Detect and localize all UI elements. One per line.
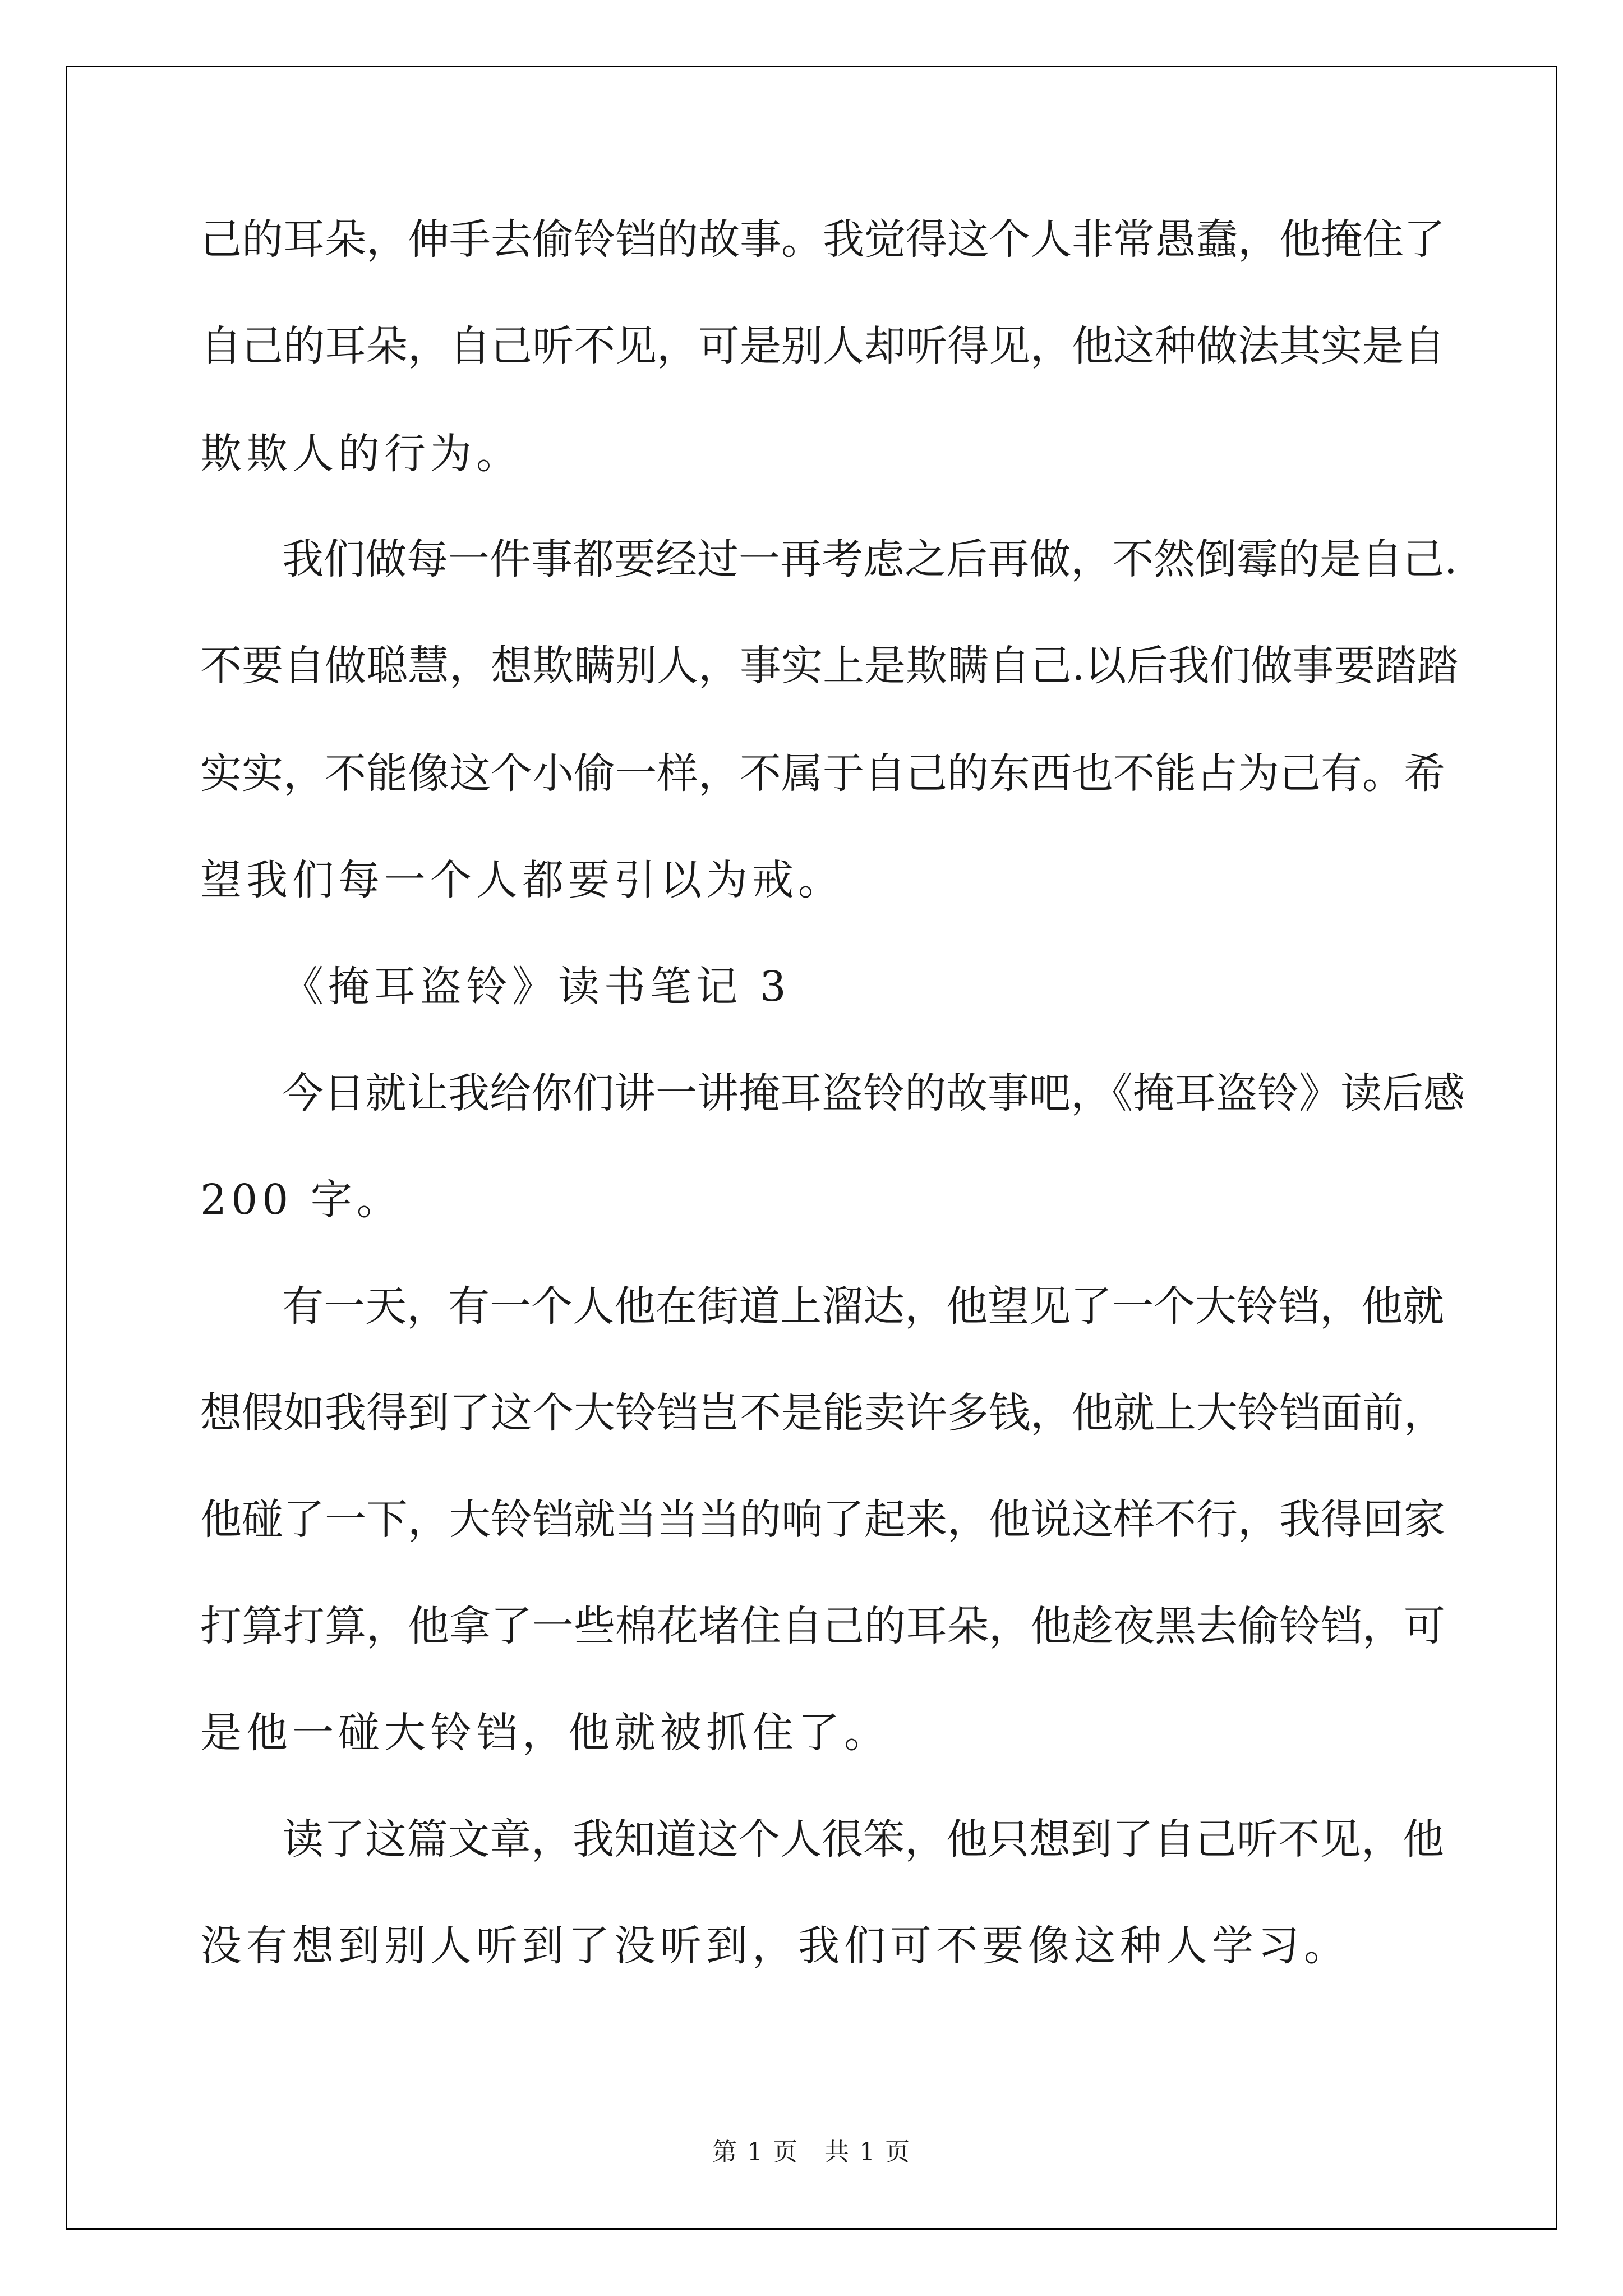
body-line: 欺欺人的行为。 (200, 430, 522, 478)
body-line: 没有想到别人听到了没听到，我们可不要像这种人学习。 (200, 1922, 1350, 1970)
page-border (66, 66, 1557, 2230)
body-line: 他碰了一下，大铃铛就当当当的响了起来，他说这样不行，我得回家 (200, 1496, 1445, 1544)
body-line: 己的耳朵，伸手去偷铃铛的故事。我觉得这个人非常愚蠢，他掩住了 (200, 215, 1445, 264)
body-line: 是他一碰大铃铛，他就被抓住了。 (200, 1709, 890, 1757)
section-heading: 《掩耳盗铃》读书笔记 3 (282, 963, 791, 1011)
body-line: 自己的耳朵，自己听不见，可是别人却听得见，他这种做法其实是自 (200, 322, 1445, 370)
page-footer: 第 1 页 共 1 页 (712, 2138, 911, 2166)
body-line: 想假如我得到了这个大铃铛岂不是能卖许多钱，他就上大铃铛面前， (200, 1389, 1445, 1437)
body-line: 不要自做聪慧，想欺瞒别人，事实上是欺瞒自己.以后我们做事要踏踏 (200, 642, 1459, 690)
body-line: 打算打算，他拿了一些棉花堵住自己的耳朵，他趁夜黑去偷铃铛，可 (200, 1602, 1445, 1650)
body-line: 望我们每一个人都要引以为戒。 (200, 856, 844, 904)
body-line: 今日就让我给你们讲一讲掩耳盗铃的故事吧，《掩耳盗铃》读后感 (282, 1069, 1465, 1117)
body-line: 我们做每一件事都要经过一再考虑之后再做，不然倒霉的是自己. (282, 535, 1458, 583)
body-line: 读了这篇文章，我知道这个人很笨，他只想到了自己听不见，他 (282, 1815, 1444, 1864)
body-line: 200 字。 (200, 1176, 403, 1224)
body-line: 实实，不能像这个小偷一样，不属于自己的东西也不能占为己有。希 (200, 749, 1445, 798)
body-line: 有一天，有一个人他在街道上溜达，他望见了一个大铃铛，他就 (282, 1282, 1444, 1331)
